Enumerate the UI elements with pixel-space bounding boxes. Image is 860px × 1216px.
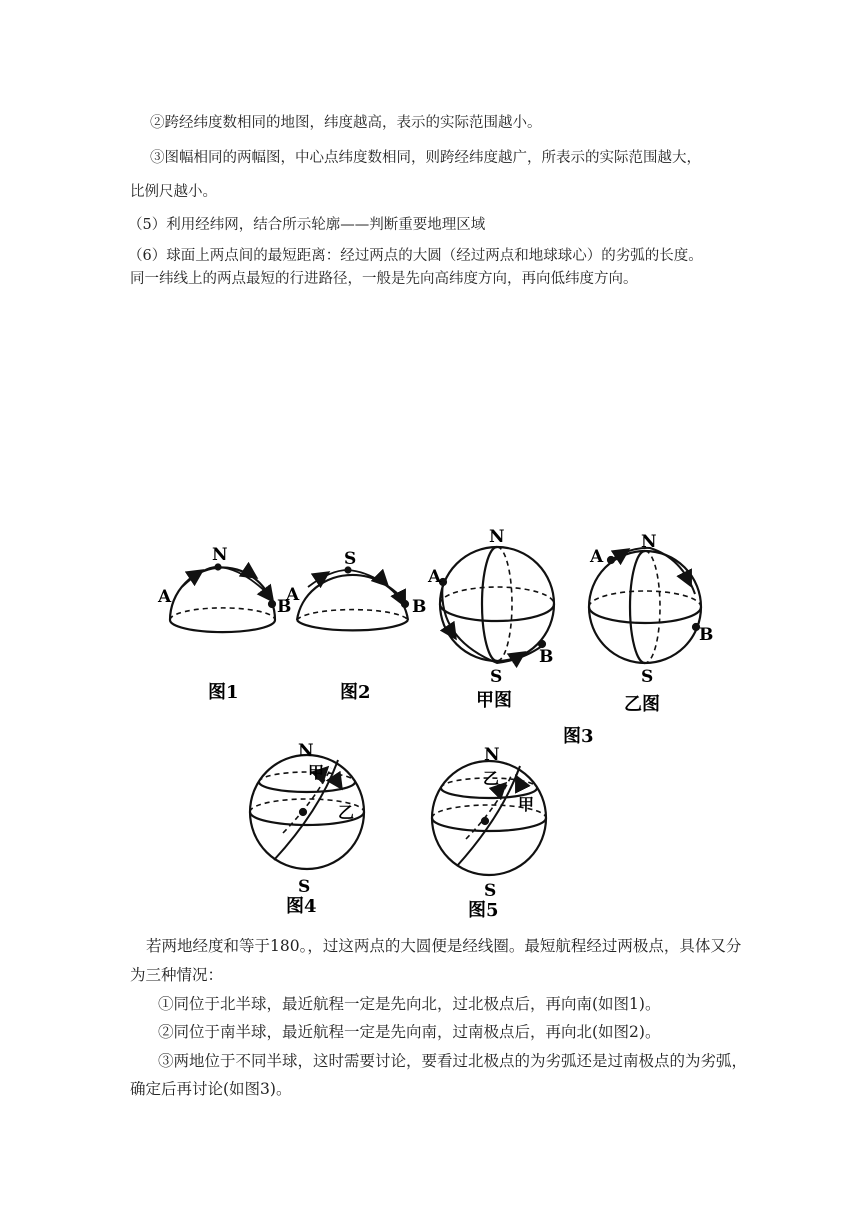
fig4-label-s: S (298, 877, 311, 897)
yi-label-a: A (590, 547, 604, 567)
paragraph-6-shortest-distance: （6）球面上两点间的最短距离：经过两点的大圆（经过两点和地球球心）的劣弧的长度。 (128, 248, 703, 264)
jia-label-s: S (490, 667, 503, 687)
case-3-continued: 确定后再讨论(如图3)。 (130, 1080, 292, 1098)
fig3-caption: 图3 (563, 726, 594, 747)
figure-1-northern-hemisphere (170, 565, 275, 633)
yi-caption: 乙图 (624, 694, 660, 715)
fig2-label-a: A (286, 585, 300, 605)
jia-label-n: N (489, 527, 505, 547)
fig5-label-yi: 乙 (483, 769, 500, 788)
fig1-label-a: A (158, 587, 172, 607)
jia-label-a: A (428, 567, 442, 587)
paragraph-6-continued: 同一纬线上的两点最短的行进路径，一般是先向高纬度方向，再向低纬度方向。 (130, 271, 638, 287)
fig4-label-yi: 乙 (338, 803, 355, 822)
jia-figure-globe (440, 547, 554, 663)
fig2-label-s: S (344, 549, 357, 569)
paragraph-3-same-map-size: ③图幅相同的两幅图，中心点纬度数相同，则跨经纬度越广，所表示的实际范围越大， (150, 150, 701, 166)
yi-figure-globe (589, 548, 701, 663)
fig4-label-jia: 甲 (308, 763, 325, 782)
fig5-label-s: S (484, 881, 497, 901)
paragraph-5-regions: （5）利用经纬网，结合所示轮廓——判断重要地理区域 (128, 217, 486, 233)
fig5-label-jia: 甲 (518, 795, 535, 814)
yi-label-b: B (699, 625, 714, 645)
fig2-label-b: B (412, 597, 427, 617)
yi-label-n: N (641, 532, 657, 552)
case-1-northern: ①同位于北半球，最近航程一定是先向北，过北极点后，再向南(如图1)。 (158, 995, 661, 1013)
fig5-caption: 图5 (468, 900, 499, 921)
fig1-label-n: N (212, 545, 228, 565)
great-circle-diagram (150, 520, 740, 925)
fig2-caption: 图2 (340, 682, 371, 703)
paragraph-longitude-sum: 若两地经度和等于180。，过这两点的大圆便是经线圈。最短航程经过两极点，具体又分 (146, 937, 742, 955)
fig5-label-n: N (484, 745, 500, 765)
fig4-label-n: N (298, 741, 314, 761)
fig1-label-b: B (277, 597, 292, 617)
fig1-caption: 图1 (208, 682, 239, 703)
jia-label-b: B (539, 647, 554, 667)
paragraph-2-high-latitude: ②跨经纬度数相同的地图，纬度越高，表示的实际范围越小。 (150, 115, 542, 131)
case-2-southern: ②同位于南半球，最近航程一定是先向南，过南极点后，再向北(如图2)。 (158, 1023, 661, 1041)
paragraph-longitude-sum-continued: 为三种情况： (130, 966, 224, 984)
paragraph-3-continued: 比例尺越小。 (130, 184, 217, 200)
fig4-caption: 图4 (286, 896, 317, 917)
case-3-different: ③两地位于不同半球，这时需要讨论，要看过北极点的为劣弧还是过南极点的为劣弧， (158, 1052, 748, 1070)
jia-caption: 甲图 (476, 690, 512, 711)
figure-2-southern-hemisphere (297, 568, 408, 631)
yi-label-s: S (641, 667, 654, 687)
